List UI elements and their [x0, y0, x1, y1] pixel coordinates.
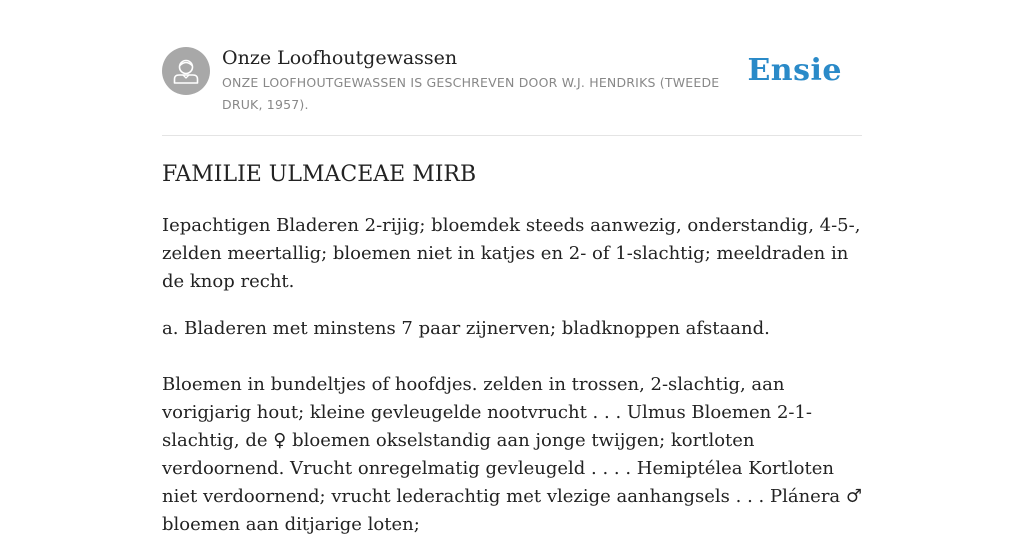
book-subtitle: ONZE LOOFHOUTGEWASSEN IS GESCHREVEN DOOR W.J. HENDRIKS (TWEEDE DRUK, 1957). [222, 75, 720, 112]
paragraph: Bloemen in bundeltjes of hoofdjes. zelden in trossen, 2-slachtig, aan vorigjarig hout; kleine gevleugelde nootvrucht . . . Ulmus Bloemen 2-1-slachtig, de ♀ bloemen okselstandig aan jonge twijgen; kortloten verdoornend. Vrucht onregelmatig gevleugeld . . . . Hemiptélea Kortloten niet verdoornend; vrucht lederachtig met vlezige aanhangsels . . . Plánera ♂ bloemen aan ditjarige loten; [162, 374, 863, 535]
avatar [162, 47, 210, 95]
article-title: FAMILIE ULMACEAE MIRB [162, 162, 477, 187]
user-icon [162, 47, 210, 95]
article-content [162, 212, 862, 539]
brand-logo[interactable]: Ensie [747, 53, 842, 88]
divider [162, 135, 862, 136]
paragraph: Iepachtigen Bladeren 2-rijig; bloemdek steeds aanwezig, onderstandig, 4-5-, zelden meertallig; bloemen niet in katjes en 2- of 1-slachtig; meeldraden in de knop recht. [162, 215, 861, 292]
header [162, 45, 862, 115]
paragraph: a. Bladeren met minstens 7 paar zijnerven; bladknoppen afstaand. [162, 318, 770, 339]
book-title[interactable]: Onze Loofhoutgewassen [222, 47, 458, 69]
